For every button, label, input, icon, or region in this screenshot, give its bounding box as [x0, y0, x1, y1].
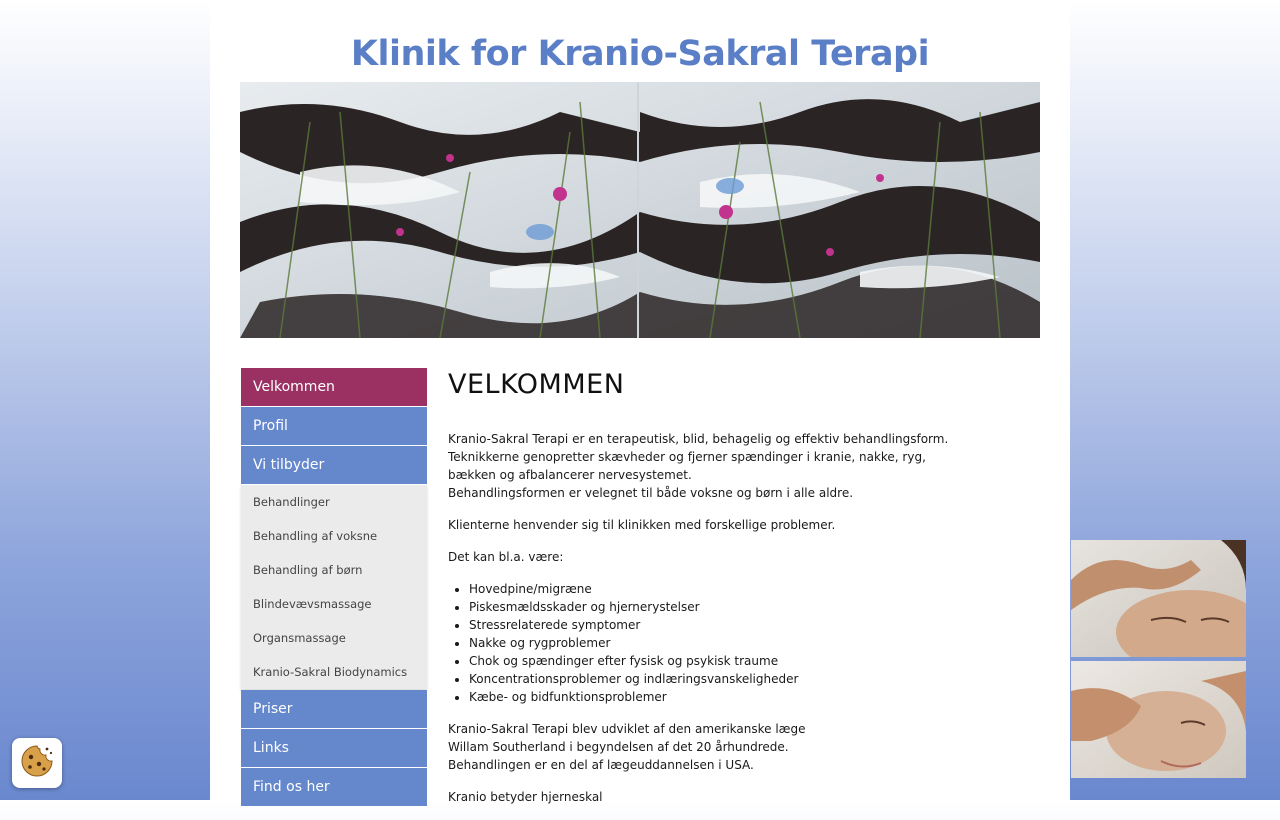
- list-item: • Stressrelaterede symptomer: [469, 616, 968, 634]
- intro-line: Kranio-Sakral Terapi er en terapeutisk, blid, behagelig og effektiv behandlingsform.: [448, 432, 949, 446]
- cookie-settings-button[interactable]: [12, 738, 62, 788]
- site-title: Klinik for Kranio-Sakral Terapi: [350, 34, 930, 74]
- nav-item-vi-tilbyder[interactable]: Vi tilbyder: [241, 446, 427, 485]
- header-banner-image: [240, 82, 1040, 338]
- nav-item-velkommen[interactable]: Velkommen: [241, 368, 427, 407]
- list-intro: Det kan bl.a. være:: [448, 550, 564, 564]
- nav-item-find-os-her[interactable]: Find os her: [241, 768, 427, 807]
- list-item: • Chok og spændinger efter fysisk og psykisk traume: [469, 652, 968, 670]
- subnav-item-kranio-sakral-biodynamics[interactable]: Kranio-Sakral Biodynamics: [253, 665, 408, 679]
- page-container: [210, 0, 1070, 804]
- subnav-item-behandling-af-born[interactable]: Behandling af børn: [253, 563, 363, 577]
- list-item: • Nakke og rygproblemer: [469, 634, 968, 652]
- subnav-item-organsmassage[interactable]: Organsmassage: [253, 631, 346, 645]
- subnav-item-blindevaevsmassage[interactable]: Blindevævsmassage: [253, 597, 372, 611]
- kranio-definition: Kranio betyder hjerneskal: [448, 790, 603, 804]
- nav-item-priser[interactable]: Priser: [241, 690, 427, 729]
- list-item: • Hovedpine/migræne: [469, 580, 968, 598]
- history-paragraph: [448, 720, 968, 774]
- list-item: • Kæbe- og bidfunktionsproblemer: [469, 688, 968, 706]
- subnav-item-behandlinger[interactable]: Behandlinger: [253, 495, 330, 509]
- list-item: • Piskesmældsskader og hjernerystelser: [469, 598, 968, 616]
- nav-item-links[interactable]: Links: [241, 729, 427, 768]
- clients-paragraph: Klienterne henvender sig til klinikken med forskellige problemer.: [448, 518, 836, 532]
- intro-line: Teknikkerne genopretter skævheder og fjerner spændinger i kranie, nakke, ryg, bækken og afbalancerer nervesystemet.: [448, 450, 926, 482]
- page-heading: VELKOMMEN: [448, 369, 625, 400]
- intro-text-column: [448, 430, 968, 806]
- history-line: Behandlingen er en del af lægeuddannelsen i USA.: [448, 758, 754, 772]
- main-navigation: [241, 368, 427, 807]
- cookie-icon: [20, 744, 54, 782]
- treatment-photo-1: [1071, 540, 1246, 657]
- intro-line: Behandlingsformen er velegnet til både voksne og børn i alle aldre.: [448, 486, 854, 500]
- treatment-photo-2: [1071, 661, 1246, 778]
- main-content: [448, 366, 1048, 820]
- symptom-list: [448, 580, 968, 706]
- history-line: Kranio-Sakral Terapi blev udviklet af den amerikanske læge: [448, 722, 806, 736]
- subnav-vi-tilbyder: [241, 485, 427, 689]
- history-line: Willam Southerland i begyndelsen af det 20 århundrede.: [448, 740, 789, 754]
- list-item: • Koncentrationsproblemer og indlæringsvanskeligheder: [469, 670, 968, 688]
- subnav-item-behandling-af-voksne[interactable]: Behandling af voksne: [253, 529, 378, 543]
- nav-item-profil[interactable]: Profil: [241, 407, 427, 446]
- intro-paragraph: [448, 430, 968, 502]
